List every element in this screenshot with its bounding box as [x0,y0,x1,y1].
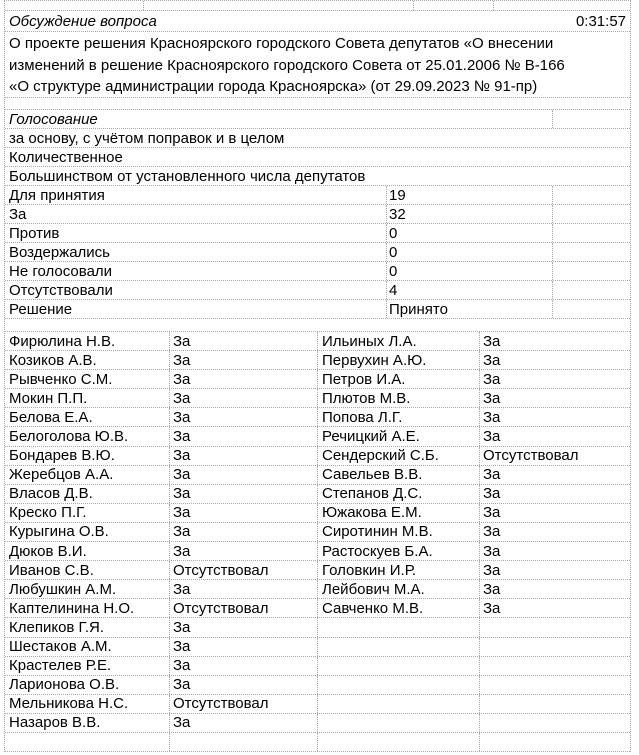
deputy-vote: За [169,447,317,465]
deputy-vote: За [169,714,317,732]
deputy-name: Ларионова О.В. [9,676,120,694]
deputy-vote [479,618,630,636]
deputy-vote: За [479,408,630,426]
voting-summary-row [5,300,630,319]
table-row [5,733,630,752]
deputy-name: Фирюлина Н.В. [9,332,116,350]
deputy-name: Козиков А.В. [9,351,97,369]
voting-summary-row [5,262,630,281]
deputy-name: Мокин П.П. [9,389,88,407]
table-row [5,714,630,733]
deputy-name: Растоскуев Б.А. [317,542,479,560]
deputy-name: Мельникова Н.С. [9,695,129,713]
question-header-row [5,11,630,32]
deputy-vote: За [169,485,317,503]
deputy-name: Степанов Д.С. [317,485,479,503]
deputy-vote: За [169,638,317,656]
empty-cell [552,281,630,299]
voting-row-value: 0 [386,224,552,242]
deputy-vote: За [169,523,317,541]
voting-kind: Количественное [9,148,123,166]
deputy-name: Каптелинина Н.О. [9,599,135,617]
deputy-vote [169,733,317,751]
voting-row-value: 32 [386,205,552,223]
table-row [5,370,630,389]
voting-row-value: 0 [386,243,552,261]
voting-section [5,110,630,319]
deputy-name: Ильиных Л.А. [317,332,479,350]
question-text-line: «О структуре администрации города Красноярска» (от 29.09.2023 № 91-пр) [9,78,538,95]
deputy-vote: За [169,427,317,445]
deputy-vote: За [479,542,630,560]
voting-row-value: 19 [386,186,552,204]
deputy-name: Крастелев Р.Е. [9,657,112,675]
question-text-line: изменений в решение Красноярского городского Совета от 25.01.2006 № В-166 [9,56,565,74]
deputy-name: Речицкий А.Е. [317,427,479,445]
voting-kind-row [5,148,630,167]
grid-tick [143,1,144,10]
table-row [5,408,630,427]
table-row [5,332,630,351]
table-row [5,657,630,676]
deputy-vote: За [479,332,630,350]
deputy-vote: Отсутствовал [169,561,317,579]
deputy-name: Белоголова Ю.В. [9,428,129,446]
deputy-name: Головкин И.Р. [317,561,479,579]
voting-row-label: Не голосовали [9,262,113,280]
deputy-vote: За [479,351,630,369]
voting-row-label: Против [9,224,60,242]
deputy-vote: За [479,466,630,484]
table-row [5,561,630,580]
table-row [5,695,630,714]
deputy-vote: За [169,351,317,369]
grid-tick [413,1,414,10]
deputy-name: Жеребцов А.А. [9,466,114,484]
table-row [5,427,630,446]
voting-mode-row [5,129,630,148]
question-text [5,32,630,98]
voting-row-label: Отсутствовали [9,281,113,299]
deputy-vote: За [169,676,317,694]
deputy-vote: За [169,370,317,388]
table-row [5,580,630,599]
deputy-name: Клепиков Г.Я. [9,618,105,636]
table-row [5,638,630,657]
table-row [5,351,630,370]
discussion-timer: 0:31:57 [575,12,626,30]
table-row [5,389,630,408]
deputy-vote [479,657,630,675]
deputy-vote [479,714,630,732]
deputy-name [317,714,479,732]
deputy-vote: За [169,542,317,560]
deputy-name: Белова Е.А. [9,408,93,426]
voting-row-label: За [9,205,27,223]
deputy-name [317,638,479,656]
table-row [5,504,630,523]
deputy-vote: За [169,657,317,675]
table-row [5,447,630,466]
deputy-vote: За [169,504,317,522]
deputy-name: Власов Д.В. [9,485,93,503]
voting-summary-row [5,224,630,243]
deputy-name [317,695,479,713]
deputy-name [5,733,169,751]
deputy-vote [479,638,630,656]
table-row [5,542,630,561]
voting-summary-row [5,205,630,224]
deputy-name: Сендерский С.Б. [317,447,479,465]
deputy-name: Попова Л.Г. [317,408,479,426]
deputy-name [317,733,479,751]
spacer-row [5,98,630,110]
voting-summary-row [5,186,630,205]
deputy-name: Сиротинин М.В. [317,523,479,541]
deputy-vote: За [479,389,630,407]
deputy-name [317,618,479,636]
deputy-name: Плютов М.В. [317,389,479,407]
deputy-vote: За [479,427,630,445]
deputy-name: Иванов С.В. [9,561,94,579]
deputy-name [317,657,479,675]
deputy-vote: За [479,599,630,617]
voting-row-label: Воздержались [9,243,110,261]
deputy-name: Креско П.Г. [9,504,87,522]
deputy-vote [479,733,630,751]
deputy-vote: За [479,504,630,522]
spacer-row [5,319,630,332]
grid-tick [493,1,494,10]
deputy-vote: За [169,408,317,426]
table-row [5,618,630,637]
empty-cell [552,186,630,204]
deputy-vote: За [479,561,630,579]
deputies-table [5,332,630,752]
table-row [5,485,630,504]
question-section-title: Обсуждение вопроса [9,12,157,30]
deputy-vote: За [479,523,630,541]
table-row [5,466,630,485]
deputy-name: Рывченко С.М. [9,370,113,388]
voting-title-row [5,110,630,129]
deputy-name: Шестаков А.М. [9,638,112,656]
deputy-name: Назаров В.В. [9,714,101,732]
deputy-name: Лейбович М.А. [317,580,479,598]
voting-mode: за основу, с учётом поправок и в целом [9,129,285,147]
table-row [5,523,630,542]
deputy-vote: За [169,466,317,484]
deputy-vote: За [169,580,317,598]
empty-cell [552,262,630,280]
deputy-vote [479,695,630,713]
sheet-content [4,0,631,752]
voting-row-label: Для принятия [9,186,105,204]
top-grid-strip [5,1,630,11]
table-row [5,676,630,695]
table-row [5,599,630,618]
deputy-vote: За [479,485,630,503]
voting-section-title: Голосование [9,110,98,128]
voting-row-value: 4 [386,281,552,299]
voting-summary-row [5,243,630,262]
deputy-name: Савельев В.В. [317,466,479,484]
voting-rule-row [5,167,630,186]
voting-summary-rows [5,186,630,319]
deputy-vote: Отсутствовал [479,447,630,465]
deputy-name: Савченко М.В. [317,599,479,617]
deputy-vote: За [169,332,317,350]
deputy-vote: Отсутствовал [169,599,317,617]
empty-cell [552,300,630,318]
voting-rule: Большинством от установленного числа депутатов [9,167,366,185]
deputy-vote: За [169,618,317,636]
deputy-name: Любушкин А.М. [9,580,117,598]
deputy-name: Бондарев В.Ю. [9,447,115,465]
deputy-vote: За [479,370,630,388]
empty-cell [552,110,630,128]
deputy-name: Первухин А.Ю. [317,351,479,369]
empty-cell [552,243,630,261]
deputy-name: Петров И.А. [317,370,479,388]
deputy-name: Курыгина О.В. [9,523,109,541]
question-text-line: О проекте решения Красноярского городского Совета депутатов «О внесении [9,35,554,52]
deputy-vote: Отсутствовал [169,695,317,713]
voting-row-value: 0 [386,262,552,280]
deputy-name [317,676,479,694]
deputy-vote [479,676,630,694]
empty-cell [552,205,630,223]
voting-summary-row [5,281,630,300]
empty-cell [552,224,630,242]
deputy-vote: За [479,580,630,598]
voting-row-label: Решение [9,300,73,318]
voting-row-value: Принято [386,300,552,318]
deputy-vote: За [169,389,317,407]
deputy-name: Южакова Е.М. [317,504,479,522]
deputy-name: Дюков В.И. [9,542,87,560]
